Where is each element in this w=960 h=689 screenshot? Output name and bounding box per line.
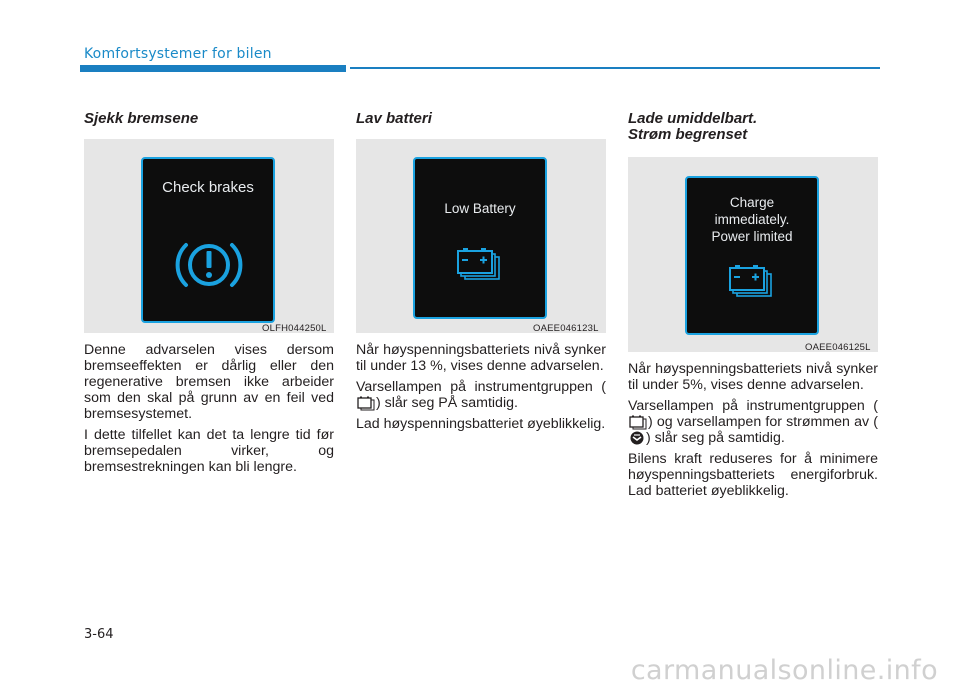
cluster-display-charge-immediately: [685, 176, 819, 335]
figure-code: OLFH044250L: [262, 323, 327, 334]
header-accent-bar: [80, 65, 346, 72]
title-line: Strøm begrenset: [628, 126, 748, 143]
display-line: immediately.: [714, 212, 790, 227]
display-message: [687, 194, 817, 245]
watermark: carmanualsonline.info: [630, 655, 938, 686]
body-text-charge-immediately: [628, 361, 878, 504]
section-title-charge-immediately: [628, 111, 757, 143]
figure-charge-immediately: [628, 157, 878, 352]
display-message: Check brakes: [162, 179, 254, 196]
power-limited-icon: [629, 430, 645, 446]
text-fragment: Varsellampen på instrumentgruppen (: [356, 379, 606, 395]
battery-icon: [457, 247, 505, 283]
battery-warning-icon: [357, 395, 375, 411]
paragraph: Når høyspenningsbatteriets nivå synker til under 5%, vises denne advarselen.: [628, 361, 878, 393]
figure-check-brakes: [84, 139, 334, 333]
text-fragment: Varsellampen på instrumentgruppen (: [628, 398, 878, 414]
body-text-check-brakes: [84, 342, 334, 480]
title-line: Lade umiddelbart.: [628, 110, 758, 127]
paragraph: I dette tilfellet kan det ta lengre tid før bremsepedalen virker, og bremsestrekningen kan bli lengre.: [84, 427, 334, 475]
section-title-check-brakes: Sjekk bremsene: [84, 110, 199, 127]
section-title-low-battery: Lav batteri: [356, 110, 432, 127]
paragraph: Når høyspenningsbatteriets nivå synker til under 13 %, vises denne advarselen.: [356, 342, 606, 374]
section-header-title: Komfortsystemer for bilen: [84, 46, 272, 62]
display-line: Charge: [729, 195, 775, 210]
text-fragment: ) slår seg på samtidig.: [646, 430, 785, 446]
paragraph: Bilens kraft reduseres for å minimere høyspenningsbatteriets energiforbruk. Lad batteriet øyeblikkelig.: [628, 451, 878, 499]
display-line: Power limited: [711, 229, 793, 244]
display-message: Low Battery: [444, 201, 516, 216]
brake-warning-icon: [175, 237, 243, 293]
figure-code: OAEE046123L: [533, 323, 599, 334]
battery-icon: [729, 264, 777, 300]
figure-low-battery: [356, 139, 606, 333]
body-text-low-battery: [356, 342, 606, 437]
text-fragment: ) og varsellampen for strømmen av (: [648, 414, 878, 430]
paragraph: [356, 379, 606, 411]
paragraph: Lad høyspenningsbatteriet øyeblikkelig.: [356, 416, 606, 432]
page-number: 3-64: [84, 627, 114, 642]
figure-code: OAEE046125L: [805, 342, 871, 353]
text-fragment: ) slår seg PÅ samtidig.: [376, 395, 518, 411]
paragraph: [628, 398, 878, 446]
battery-warning-icon: [629, 414, 647, 430]
paragraph: Denne advarselen vises dersom bremseeffekten er dårlig eller den regenerative bremsen ikke arbeider som den skal på grunn av en feil ved bremsesystemet.: [84, 342, 334, 422]
cluster-display-check-brakes: [141, 157, 275, 323]
header-rule: [350, 67, 880, 69]
cluster-display-low-battery: [413, 157, 547, 319]
